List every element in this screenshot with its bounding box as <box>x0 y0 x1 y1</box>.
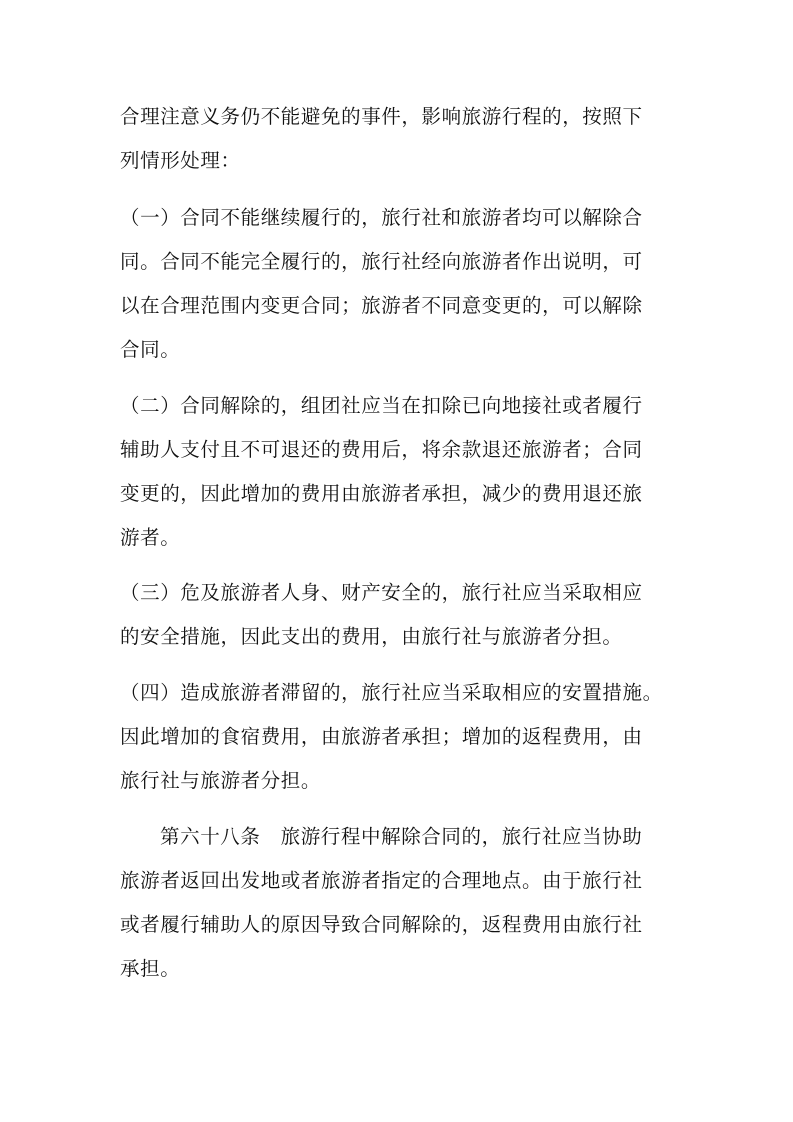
text-line: 以在合理范围内变更合同；旅游者不同意变更的，可以解除 <box>120 294 643 317</box>
text-line: 游者。 <box>120 526 181 549</box>
text-line: 变更的，因此增加的费用由旅游者承担，减少的费用退还旅 <box>120 482 643 505</box>
text-line: 的安全措施，因此支出的费用，由旅行社与旅游者分担。 <box>120 625 623 648</box>
text-line: 旅行社与旅游者分担。 <box>120 769 322 792</box>
text-line: （四）造成旅游者滞留的，旅行社应当采取相应的安置措施。 <box>120 681 663 704</box>
text-line: （三）危及旅游者人身、财产安全的，旅行社应当采取相应 <box>120 581 643 604</box>
text-line: 因此增加的食宿费用，由旅游者承担；增加的返程费用，由 <box>120 725 643 748</box>
text-line: 列情形处理： <box>120 149 241 172</box>
text-line: 合同。 <box>120 338 181 361</box>
text-line: （二）合同解除的，组团社应当在扣除已向地接社或者履行 <box>120 394 643 417</box>
text-line: 或者履行辅助人的原因导致合同解除的，返程费用由旅行社 <box>120 913 643 936</box>
text-line: （一）合同不能继续履行的，旅行社和旅游者均可以解除合 <box>120 206 643 229</box>
text-line: 承担。 <box>120 957 181 980</box>
text-line: 旅游者返回出发地或者旅游者指定的合理地点。由于旅行社 <box>120 869 643 892</box>
text-line: 同。合同不能完全履行的，旅行社经向旅游者作出说明，可 <box>120 250 643 273</box>
text-line: 合理注意义务仍不能避免的事件，影响旅游行程的，按照下 <box>120 105 643 128</box>
text-line: 第六十八条 旅游行程中解除合同的，旅行社应当协助 <box>160 825 643 848</box>
text-line: 辅助人支付且不可退还的费用后，将余款退还旅游者；合同 <box>120 438 643 461</box>
